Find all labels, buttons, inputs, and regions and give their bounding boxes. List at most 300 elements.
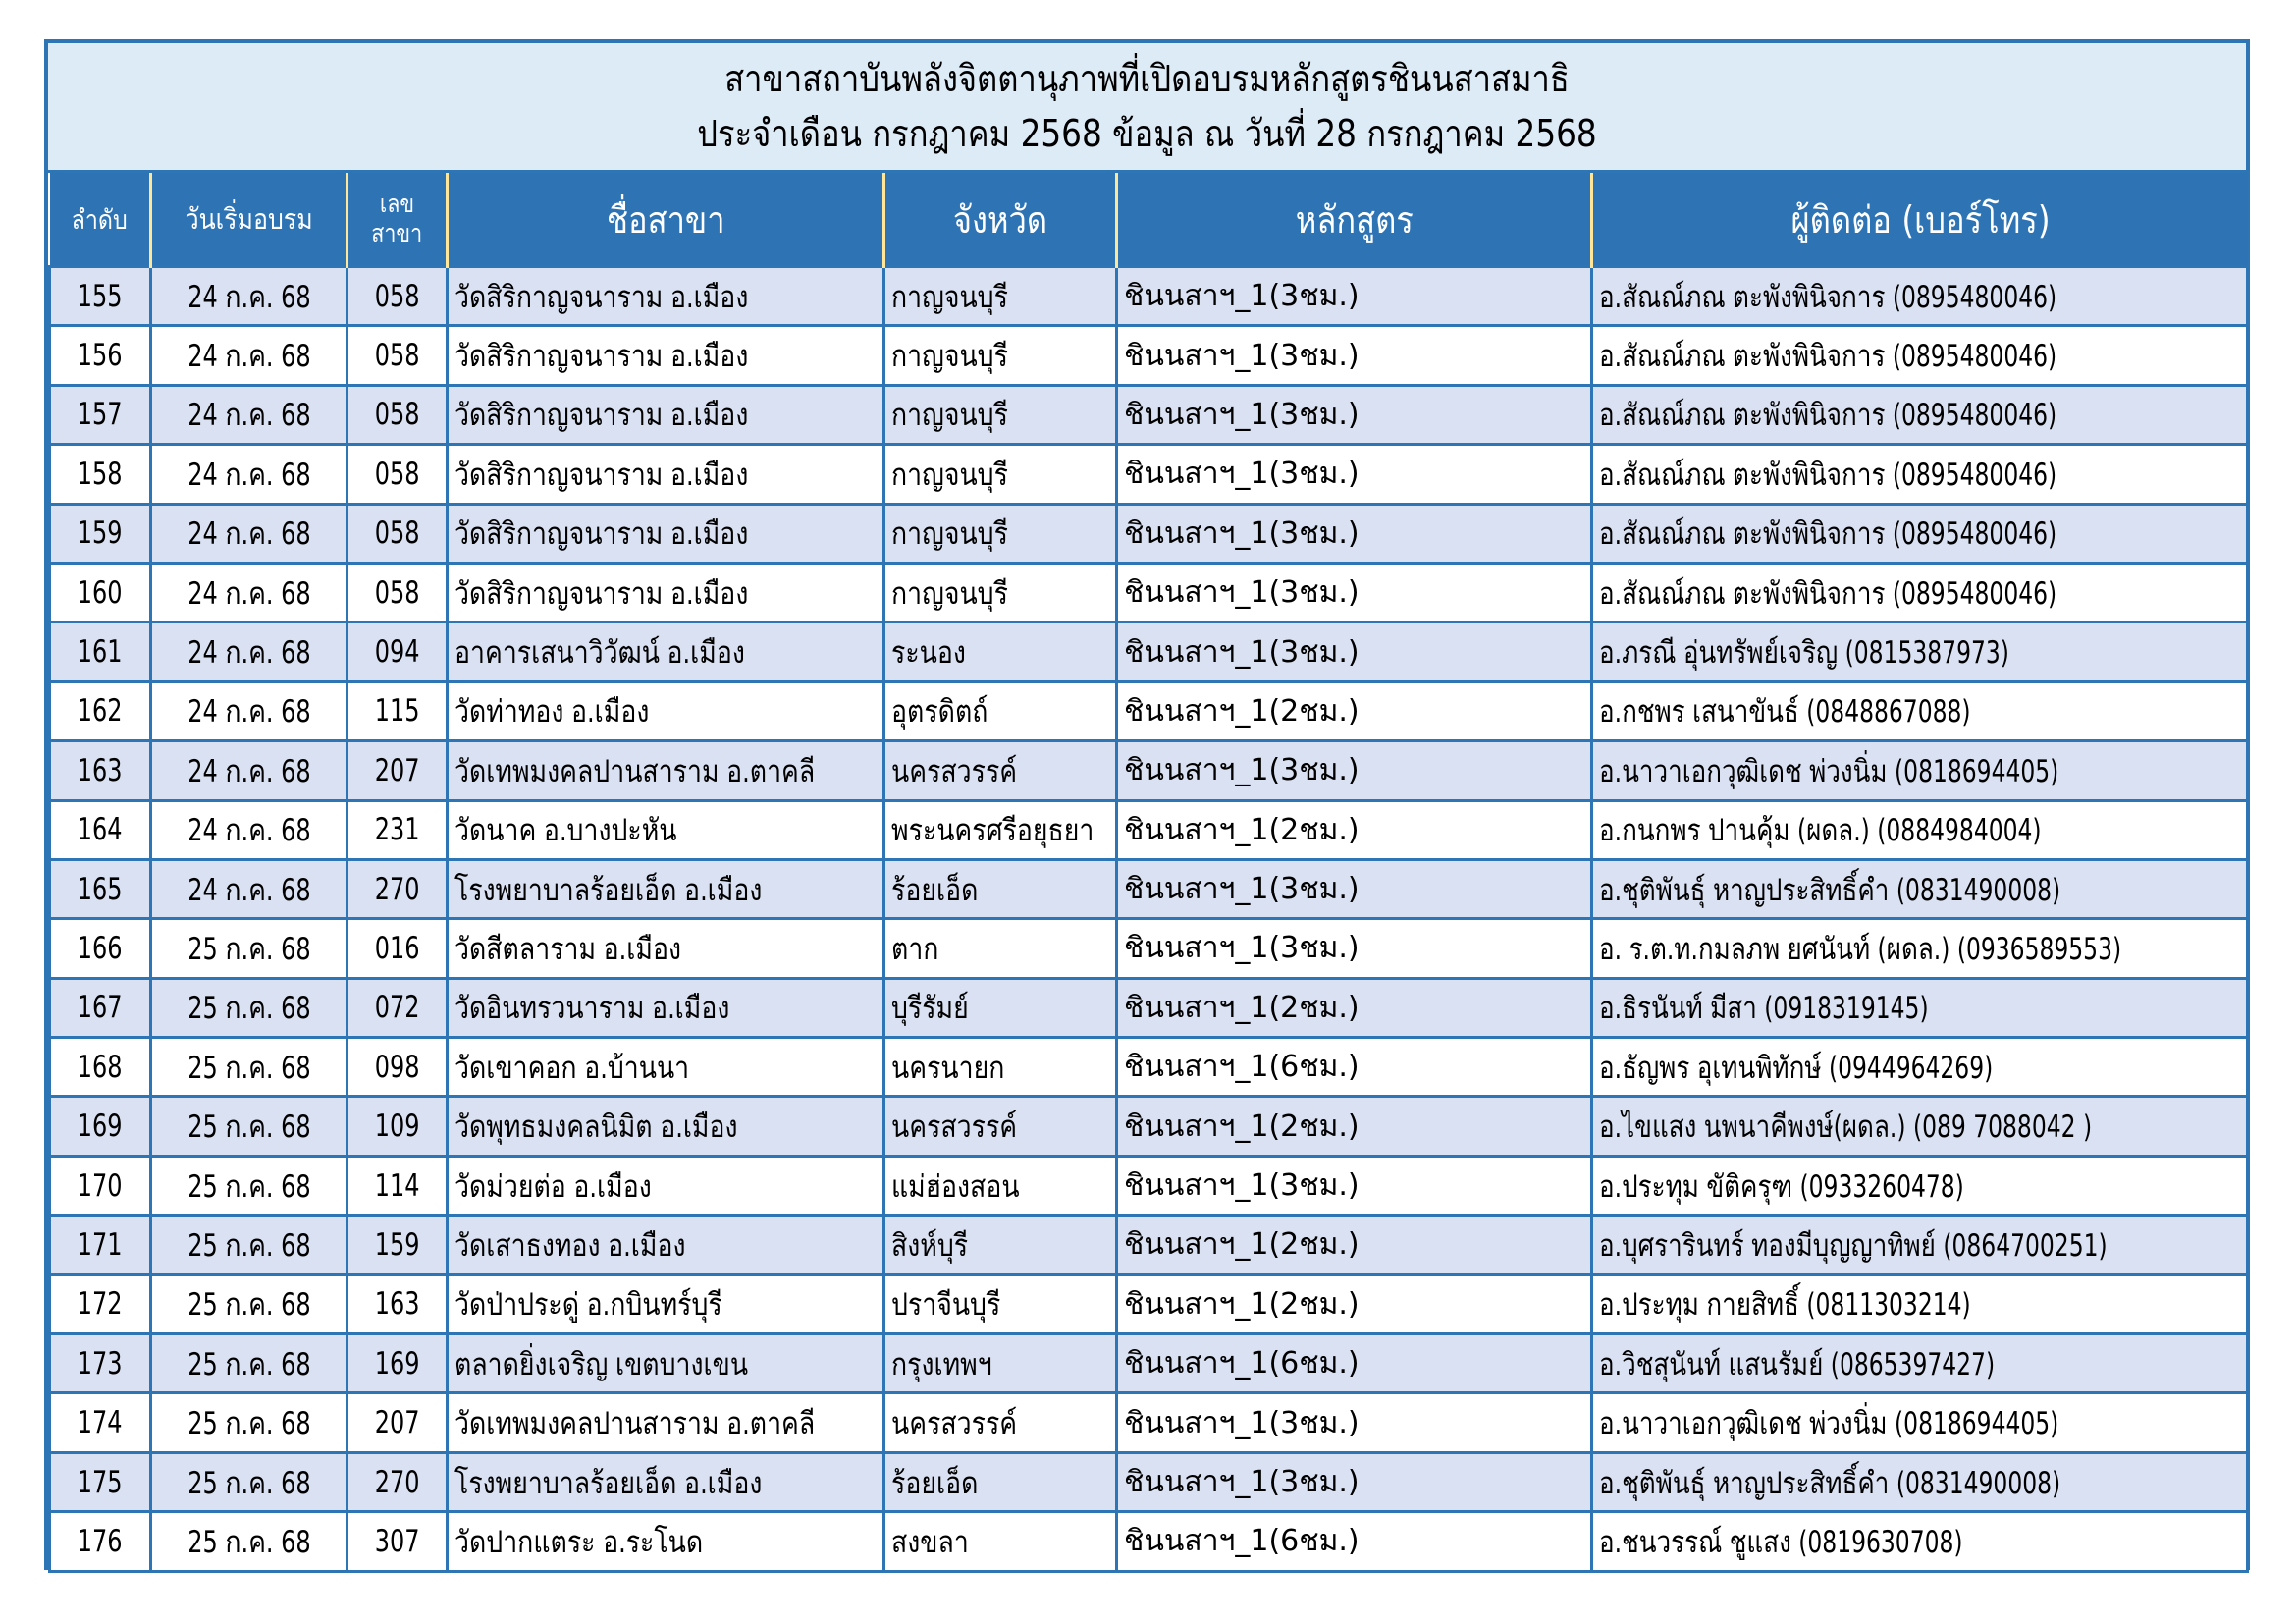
row-no-cell	[50, 326, 151, 385]
row-no: 173	[78, 1345, 123, 1381]
row-contact-cell	[1592, 800, 2248, 859]
row-contact-cell	[1592, 1393, 2248, 1452]
row-province: กาญจนบุรี	[891, 398, 1008, 434]
row-branch-name: วัดท่าทอง อ.เมือง	[454, 694, 650, 731]
row-course: ชินนสาฯ_1(3ชม.)	[1124, 457, 1360, 492]
row-branch-code: 058	[374, 278, 420, 314]
row-no-cell	[50, 741, 151, 800]
row-branch-name: วัดพุทธมงคลนิมิต อ.เมือง	[454, 1110, 738, 1146]
row-no: 161	[78, 634, 123, 671]
row-contact: อ.ชุติพันธุ์ หาญประสิทธิ์คำ (0831490008)	[1599, 872, 2061, 908]
row-branch-name-cell	[448, 681, 884, 740]
row-contact: อ.บุศรารินทร์ ทองมีบุญญาทิพย์ (0864700251)	[1599, 1227, 2108, 1264]
row-no-cell	[50, 504, 151, 563]
row-course: ชินนสาฯ_1(3ชม.)	[1124, 634, 1360, 670]
row-province: ร้อยเอ็ด	[891, 872, 979, 908]
row-no: 175	[78, 1464, 123, 1500]
row-branch-name: วัดสิริกาญจนาราม อ.เมือง	[454, 457, 749, 493]
row-branch-name-cell	[448, 800, 884, 859]
row-province: นครนายก	[891, 1050, 1005, 1086]
row-start-date-cell	[151, 623, 347, 681]
row-branch-name: วัดสิริกาญจนาราม อ.เมือง	[454, 516, 749, 553]
row-branch-name: วัดม่วยต่อ อ.เมือง	[454, 1168, 652, 1205]
table-row	[50, 1512, 2248, 1571]
row-no: 165	[78, 871, 123, 907]
row-start-date: 25 ก.ค. 68	[187, 1168, 311, 1205]
row-start-date-cell	[151, 1274, 347, 1333]
row-contact-cell	[1592, 504, 2248, 563]
row-course-cell	[1117, 1097, 1592, 1156]
header-branch-no	[347, 173, 448, 267]
table-row	[50, 1274, 2248, 1333]
row-course-cell	[1117, 741, 1592, 800]
row-start-date: 24 ก.ค. 68	[187, 872, 311, 908]
row-course: ชินนสาฯ_1(3ชม.)	[1124, 279, 1360, 314]
row-start-date: 24 ก.ค. 68	[187, 339, 311, 375]
row-start-date-cell	[151, 1512, 347, 1571]
row-branch-name: วัดเทพมงคลปานสาราม อ.ตาคลี	[454, 1406, 816, 1442]
row-no-cell	[50, 800, 151, 859]
row-contact: อ.ธิรนันท์ มีสา (0918319145)	[1599, 991, 1929, 1027]
row-province-cell	[884, 1156, 1117, 1215]
row-branch-code: 058	[374, 338, 420, 374]
row-start-date: 24 ก.ค. 68	[187, 694, 311, 731]
row-start-date-cell	[151, 1393, 347, 1452]
row-province: นครสวรรค์	[891, 1110, 1018, 1146]
row-contact-cell	[1592, 681, 2248, 740]
row-branch-code-cell	[347, 1216, 448, 1274]
row-province: สงขลา	[891, 1524, 969, 1560]
row-course-cell	[1117, 504, 1592, 563]
row-branch-name-cell	[448, 445, 884, 504]
row-start-date-cell	[151, 445, 347, 504]
row-branch-code: 115	[374, 693, 420, 730]
row-start-date: 24 ก.ค. 68	[187, 635, 311, 672]
row-branch-name-cell	[448, 1334, 884, 1393]
row-course: ชินนสาฯ_1(2ชม.)	[1124, 1227, 1360, 1263]
row-start-date: 24 ก.ค. 68	[187, 279, 311, 315]
row-branch-code: 270	[374, 1464, 420, 1500]
row-branch-code-cell	[347, 1452, 448, 1511]
table-row	[50, 1097, 2248, 1156]
row-no: 172	[78, 1286, 123, 1323]
header-no: ลำดับ	[50, 173, 151, 267]
row-branch-code: 058	[374, 397, 420, 433]
row-branch-code-cell	[347, 563, 448, 622]
row-course-cell	[1117, 1393, 1592, 1452]
row-contact-cell	[1592, 1334, 2248, 1393]
row-branch-name-cell	[448, 1038, 884, 1097]
table-row	[50, 504, 2248, 563]
row-contact-cell	[1592, 445, 2248, 504]
row-branch-name-cell	[448, 1393, 884, 1452]
row-contact: อ.สัณณ์ภณ ตะพังพินิจการ (0895480046)	[1599, 279, 2057, 315]
row-branch-name-cell	[448, 385, 884, 444]
row-course: ชินนสาฯ_1(2ชม.)	[1124, 990, 1360, 1025]
row-no: 162	[78, 693, 123, 730]
row-contact-cell	[1592, 1038, 2248, 1097]
row-start-date-cell	[151, 978, 347, 1037]
row-start-date-cell	[151, 504, 347, 563]
row-branch-code: 072	[374, 990, 420, 1026]
header-contact: ผู้ติดต่อ (เบอร์โทร)	[1592, 173, 2248, 267]
row-province-cell	[884, 859, 1117, 918]
table-row	[50, 1334, 2248, 1393]
row-branch-code-cell	[347, 326, 448, 385]
row-course: ชินนสาฯ_1(3ชม.)	[1124, 1168, 1360, 1204]
row-course-cell	[1117, 1334, 1592, 1393]
row-no: 160	[78, 574, 123, 611]
row-branch-name: โรงพยาบาลร้อยเอ็ด อ.เมือง	[454, 872, 763, 908]
row-branch-code-cell	[347, 1038, 448, 1097]
row-branch-name-cell	[448, 1097, 884, 1156]
row-no: 171	[78, 1226, 123, 1263]
row-start-date: 25 ก.ค. 68	[187, 931, 311, 967]
table-row	[50, 326, 2248, 385]
row-contact: อ.กชพร เสนาขันธ์ (0848867088)	[1599, 694, 1971, 731]
row-contact: อ.ภรณี อุ่นทรัพย์เจริญ (0815387973)	[1599, 635, 2009, 672]
table-row	[50, 800, 2248, 859]
row-start-date: 24 ก.ค. 68	[187, 398, 311, 434]
row-branch-code-cell	[347, 1097, 448, 1156]
row-province: กาญจนบุรี	[891, 279, 1008, 315]
row-branch-name-cell	[448, 919, 884, 978]
header-course: หลักสูตร	[1117, 173, 1592, 267]
row-province: สิงห์บุรี	[891, 1227, 969, 1264]
row-contact: อ.สัณณ์ภณ ตะพังพินิจการ (0895480046)	[1599, 457, 2057, 493]
row-branch-code-cell	[347, 504, 448, 563]
row-province-cell	[884, 681, 1117, 740]
row-no: 170	[78, 1167, 123, 1204]
row-contact-cell	[1592, 385, 2248, 444]
row-branch-code-cell	[347, 1393, 448, 1452]
row-branch-code: 307	[374, 1523, 420, 1559]
row-province: กาญจนบุรี	[891, 457, 1008, 493]
row-no-cell	[50, 681, 151, 740]
row-branch-name-cell	[448, 978, 884, 1037]
row-province-cell	[884, 741, 1117, 800]
row-province: อุตรดิตถ์	[891, 694, 988, 731]
row-course-cell	[1117, 859, 1592, 918]
row-branch-code-cell	[347, 1274, 448, 1333]
row-start-date-cell	[151, 267, 347, 326]
row-branch-name: วัดอินทรวนาราม อ.เมือง	[454, 991, 730, 1027]
row-no: 159	[78, 515, 123, 552]
row-branch-name-cell	[448, 1274, 884, 1333]
table-row	[50, 1216, 2248, 1274]
row-no: 167	[78, 990, 123, 1026]
row-no-cell	[50, 267, 151, 326]
row-no-cell	[50, 1216, 151, 1274]
row-contact-cell	[1592, 1452, 2248, 1511]
row-start-date: 25 ก.ค. 68	[187, 1110, 311, 1146]
row-no-cell	[50, 1038, 151, 1097]
row-province: กรุงเทพฯ	[891, 1346, 992, 1382]
row-no: 156	[78, 338, 123, 374]
row-province: บุรีรัมย์	[891, 991, 969, 1027]
table-row	[50, 623, 2248, 681]
row-branch-name: วัดสิริกาญจนาราม อ.เมือง	[454, 398, 749, 434]
row-contact: อ.นาวาเอกวุฒิเดช พ่วงนิ่ม (0818694405)	[1599, 1406, 2059, 1442]
row-branch-name-cell	[448, 1216, 884, 1274]
row-branch-name: ตลาดยิ่งเจริญ เขตบางเขน	[454, 1346, 749, 1382]
row-branch-code-cell	[347, 1512, 448, 1571]
row-province-cell	[884, 1097, 1117, 1156]
row-branch-code: 270	[374, 871, 420, 907]
table-row	[50, 1156, 2248, 1215]
row-province: พระนครศรีอยุธยา	[891, 813, 1095, 849]
row-branch-name: วัดสีตลาราม อ.เมือง	[454, 931, 682, 967]
row-course: ชินนสาฯ_1(3ชม.)	[1124, 515, 1360, 551]
row-branch-code: 159	[374, 1226, 420, 1263]
row-start-date-cell	[151, 1216, 347, 1274]
row-branch-name: วัดปากแตระ อ.ระโนด	[454, 1524, 704, 1560]
row-course: ชินนสาฯ_1(6ชม.)	[1124, 1346, 1360, 1381]
row-province: นครสวรรค์	[891, 1406, 1018, 1442]
row-branch-code-cell	[347, 267, 448, 326]
row-start-date: 24 ก.ค. 68	[187, 516, 311, 553]
row-start-date-cell	[151, 563, 347, 622]
row-no: 176	[78, 1523, 123, 1559]
row-no: 168	[78, 1049, 123, 1085]
row-course: ชินนสาฯ_1(3ชม.)	[1124, 1465, 1360, 1499]
row-province: กาญจนบุรี	[891, 516, 1008, 553]
row-province-cell	[884, 1334, 1117, 1393]
row-branch-code: 207	[374, 752, 420, 788]
table-row	[50, 563, 2248, 622]
row-province: กาญจนบุรี	[891, 339, 1008, 375]
row-course: ชินนสาฯ_1(6ชม.)	[1124, 1050, 1360, 1085]
row-start-date: 24 ก.ค. 68	[187, 753, 311, 789]
row-province-cell	[884, 326, 1117, 385]
row-course-cell	[1117, 445, 1592, 504]
row-no: 158	[78, 456, 123, 492]
row-branch-code: 094	[374, 634, 420, 671]
table-row	[50, 1393, 2248, 1452]
row-no: 163	[78, 752, 123, 788]
row-branch-name-cell	[448, 623, 884, 681]
row-province-cell	[884, 445, 1117, 504]
row-start-date-cell	[151, 1156, 347, 1215]
table-row	[50, 1452, 2248, 1511]
row-branch-code: 016	[374, 930, 420, 966]
row-no-cell	[50, 1334, 151, 1393]
header-province: จังหวัด	[884, 173, 1117, 267]
row-no: 157	[78, 397, 123, 433]
row-start-date: 24 ก.ค. 68	[187, 813, 311, 849]
row-branch-code-cell	[347, 623, 448, 681]
row-start-date-cell	[151, 800, 347, 859]
row-branch-code-cell	[347, 681, 448, 740]
row-province-cell	[884, 1452, 1117, 1511]
row-contact-cell	[1592, 919, 2248, 978]
row-start-date-cell	[151, 919, 347, 978]
row-contact: อ.ประทุม ขัติครุฑ (0933260478)	[1599, 1168, 1964, 1205]
row-no-cell	[50, 1393, 151, 1452]
row-course-cell	[1117, 1452, 1592, 1511]
row-province-cell	[884, 978, 1117, 1037]
row-no-cell	[50, 1452, 151, 1511]
row-course: ชินนสาฯ_1(3ชม.)	[1124, 575, 1360, 611]
row-course: ชินนสาฯ_1(3ชม.)	[1124, 397, 1360, 432]
row-no-cell	[50, 445, 151, 504]
branch-training-table	[48, 173, 2249, 1573]
row-branch-code-cell	[347, 385, 448, 444]
table-row	[50, 267, 2248, 326]
row-course: ชินนสาฯ_1(3ชม.)	[1124, 753, 1360, 788]
row-branch-name-cell	[448, 326, 884, 385]
row-start-date: 24 ก.ค. 68	[187, 575, 311, 612]
table-row	[50, 681, 2248, 740]
row-no: 169	[78, 1109, 123, 1145]
row-branch-code-cell	[347, 1156, 448, 1215]
row-contact: อ.ชุติพันธุ์ หาญประสิทธิ์คำ (0831490008)	[1599, 1465, 2061, 1501]
row-course: ชินนสาฯ_1(3ชม.)	[1124, 931, 1360, 966]
row-no-cell	[50, 919, 151, 978]
row-no-cell	[50, 623, 151, 681]
page-subtitle: ประจำเดือน กรกฎาคม 2568 ข้อมูล ณ วันที่ 28 กรกฎาคม 2568	[697, 112, 1597, 155]
row-contact: อ. ร.ต.ท.กมลภพ ยศนันท์ (ผดล.) (0936589553)	[1599, 931, 2122, 967]
row-start-date: 25 ก.ค. 68	[187, 1227, 311, 1264]
row-contact-cell	[1592, 741, 2248, 800]
row-start-date-cell	[151, 1038, 347, 1097]
row-no: 155	[78, 278, 123, 314]
row-branch-name: อาคารเสนาวิวัฒน์ อ.เมือง	[454, 635, 745, 672]
row-course-cell	[1117, 623, 1592, 681]
row-branch-name: โรงพยาบาลร้อยเอ็ด อ.เมือง	[454, 1465, 763, 1501]
row-branch-name-cell	[448, 859, 884, 918]
row-no: 164	[78, 812, 123, 848]
row-course-cell	[1117, 1156, 1592, 1215]
row-start-date-cell	[151, 1097, 347, 1156]
row-province: นครสวรรค์	[891, 753, 1018, 789]
row-contact-cell	[1592, 859, 2248, 918]
row-contact-cell	[1592, 1156, 2248, 1215]
row-contact-cell	[1592, 1274, 2248, 1333]
table-row	[50, 919, 2248, 978]
row-branch-name-cell	[448, 1156, 884, 1215]
title-band	[48, 43, 2246, 173]
table-row	[50, 445, 2248, 504]
row-province: ระนอง	[891, 635, 966, 672]
row-branch-code: 098	[374, 1049, 420, 1085]
row-branch-code: 058	[374, 515, 420, 552]
row-contact-cell	[1592, 267, 2248, 326]
row-no-cell	[50, 859, 151, 918]
header-branch-no-line1: เลข	[379, 189, 415, 218]
row-branch-code-cell	[347, 859, 448, 918]
row-no-cell	[50, 978, 151, 1037]
row-course-cell	[1117, 919, 1592, 978]
row-province-cell	[884, 623, 1117, 681]
row-no-cell	[50, 563, 151, 622]
row-province: กาญจนบุรี	[891, 575, 1008, 612]
header-branch-name: ชื่อสาขา	[448, 173, 884, 267]
row-branch-code: 169	[374, 1345, 420, 1381]
row-start-date-cell	[151, 681, 347, 740]
row-start-date: 25 ก.ค. 68	[187, 1524, 311, 1560]
row-course-cell	[1117, 267, 1592, 326]
row-course: ชินนสาฯ_1(3ชม.)	[1124, 338, 1360, 373]
row-contact-cell	[1592, 563, 2248, 622]
row-province-cell	[884, 1393, 1117, 1452]
row-course-cell	[1117, 978, 1592, 1037]
row-branch-code: 109	[374, 1109, 420, 1145]
row-course: ชินนสาฯ_1(6ชม.)	[1124, 1524, 1360, 1559]
row-contact-cell	[1592, 326, 2248, 385]
header-branch-no-line2: สาขา	[371, 219, 423, 247]
row-branch-name: วัดเขาคอก อ.บ้านนา	[454, 1050, 690, 1086]
row-no: 166	[78, 930, 123, 966]
row-start-date: 24 ก.ค. 68	[187, 457, 311, 493]
row-contact: อ.กนกพร ปานคุ้ม (ผดล.) (0884984004)	[1599, 813, 2042, 849]
row-province-cell	[884, 563, 1117, 622]
row-course-cell	[1117, 1038, 1592, 1097]
row-course: ชินนสาฯ_1(2ชม.)	[1124, 812, 1360, 847]
row-contact-cell	[1592, 1512, 2248, 1571]
row-branch-name: วัดสิริกาญจนาราม อ.เมือง	[454, 339, 749, 375]
row-start-date: 25 ก.ค. 68	[187, 1406, 311, 1442]
row-course-cell	[1117, 681, 1592, 740]
row-course-cell	[1117, 1274, 1592, 1333]
row-contact: อ.สัณณ์ภณ ตะพังพินิจการ (0895480046)	[1599, 339, 2057, 375]
row-branch-name-cell	[448, 1452, 884, 1511]
row-branch-name: วัดเสาธงทอง อ.เมือง	[454, 1227, 686, 1264]
row-branch-code: 058	[374, 456, 420, 492]
row-course-cell	[1117, 385, 1592, 444]
row-start-date-cell	[151, 385, 347, 444]
row-province-cell	[884, 1038, 1117, 1097]
training-schedule-sheet	[44, 39, 2250, 1570]
row-course-cell	[1117, 1216, 1592, 1274]
row-course: ชินนสาฯ_1(2ชม.)	[1124, 1286, 1360, 1322]
row-contact: อ.ไขแสง นพนาคีพงษ์(ผดล.) (089 7088042 )	[1599, 1110, 2093, 1146]
row-no-cell	[50, 1512, 151, 1571]
row-no-cell	[50, 1156, 151, 1215]
table-row	[50, 385, 2248, 444]
row-contact: อ.สัณณ์ภณ ตะพังพินิจการ (0895480046)	[1599, 575, 2057, 612]
row-contact: อ.ชนวรรณ์ ชูแสง (0819630708)	[1599, 1524, 1963, 1560]
row-province: ร้อยเอ็ด	[891, 1465, 979, 1501]
table-header-row	[50, 173, 2248, 267]
row-no-cell	[50, 385, 151, 444]
row-contact: อ.ธัญพร อุเทนพิทักษ์ (0944964269)	[1599, 1050, 1994, 1086]
row-start-date-cell	[151, 326, 347, 385]
row-province-cell	[884, 385, 1117, 444]
row-course-cell	[1117, 1512, 1592, 1571]
header-start-date: วันเริ่มอบรม	[151, 173, 347, 267]
row-branch-code-cell	[347, 919, 448, 978]
row-course: ชินนสาฯ_1(3ชม.)	[1124, 1405, 1360, 1440]
row-province-cell	[884, 800, 1117, 859]
row-course: ชินนสาฯ_1(2ชม.)	[1124, 693, 1360, 729]
row-branch-name-cell	[448, 1512, 884, 1571]
row-start-date-cell	[151, 1452, 347, 1511]
row-branch-code-cell	[347, 800, 448, 859]
row-branch-code: 058	[374, 574, 420, 611]
row-province-cell	[884, 1274, 1117, 1333]
row-course-cell	[1117, 800, 1592, 859]
row-province: ปราจีนบุรี	[891, 1287, 1001, 1324]
table-row	[50, 741, 2248, 800]
row-branch-code-cell	[347, 978, 448, 1037]
row-branch-code: 231	[374, 812, 420, 848]
row-start-date: 25 ก.ค. 68	[187, 1465, 311, 1501]
row-start-date-cell	[151, 859, 347, 918]
row-start-date: 25 ก.ค. 68	[187, 1346, 311, 1382]
row-contact: อ.สัณณ์ภณ ตะพังพินิจการ (0895480046)	[1599, 398, 2057, 434]
row-province: ตาก	[891, 931, 939, 967]
